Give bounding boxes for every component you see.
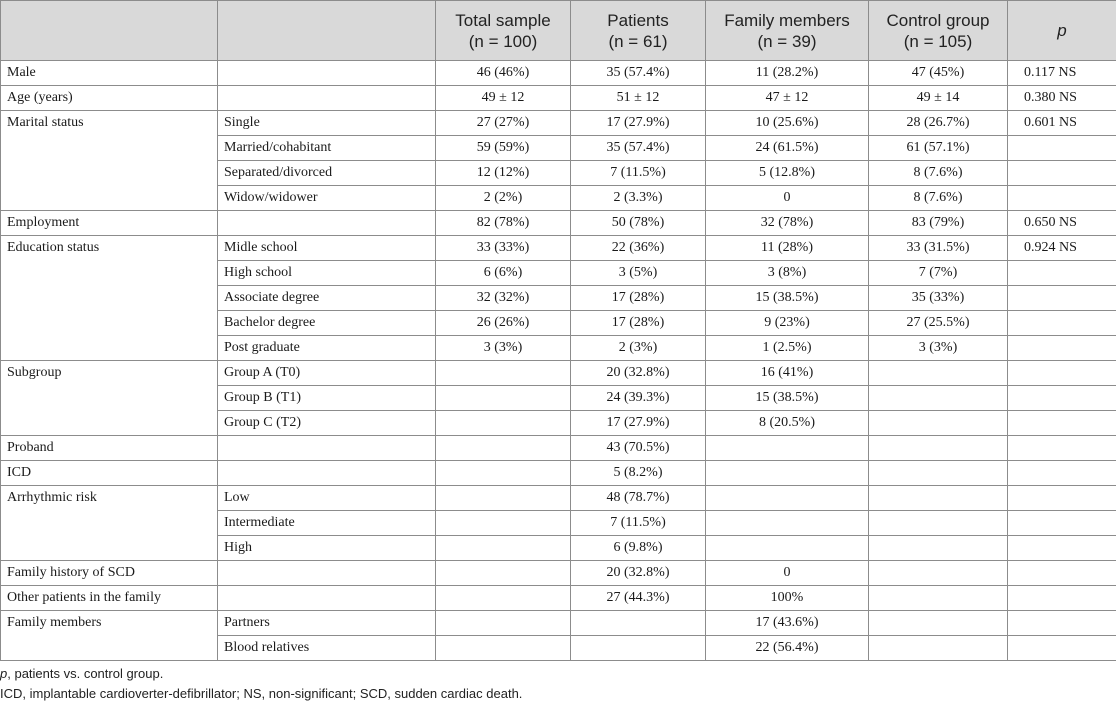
row-label: Age (years) <box>1 86 218 111</box>
header-cell-blank-1 <box>1 1 218 61</box>
row-label: Proband <box>1 436 218 461</box>
row-sublabel: Midle school <box>218 236 436 261</box>
table-row <box>1 211 1116 236</box>
cell-total-sample: 2 (2%) <box>436 186 571 211</box>
row-sublabel <box>218 211 436 236</box>
row-label: Family members <box>1 611 218 661</box>
cell-control-group: 3 (3%) <box>869 336 1008 361</box>
table-row <box>1 111 1116 136</box>
cell-family-members <box>706 461 869 486</box>
cell-total-sample: 12 (12%) <box>436 161 571 186</box>
cell-p-value: 0.650 NS <box>1008 211 1116 236</box>
row-sublabel: High <box>218 536 436 561</box>
row-sublabel: High school <box>218 261 436 286</box>
table-row <box>1 61 1116 86</box>
header-n: (n = 100) <box>468 31 538 51</box>
cell-control-group <box>869 461 1008 486</box>
header-label: p <box>1057 21 1067 40</box>
cell-control-group <box>869 611 1008 636</box>
row-sublabel <box>218 86 436 111</box>
cell-patients: 27 (44.3%) <box>571 586 706 611</box>
cell-patients: 7 (11.5%) <box>571 161 706 186</box>
table-row <box>1 236 1116 261</box>
cell-family-members: 16 (41%) <box>706 361 869 386</box>
cell-total-sample <box>436 436 571 461</box>
cell-patients <box>571 611 706 636</box>
cell-patients: 51 ± 12 <box>571 86 706 111</box>
header-total-sample <box>436 1 571 61</box>
cell-total-sample: 49 ± 12 <box>436 86 571 111</box>
header-n: (n = 105) <box>903 31 973 51</box>
row-sublabel <box>218 561 436 586</box>
cell-p-value <box>1008 261 1116 286</box>
cell-patients: 50 (78%) <box>571 211 706 236</box>
cell-total-sample <box>436 511 571 536</box>
cell-total-sample <box>436 386 571 411</box>
cell-family-members: 11 (28.2%) <box>706 61 869 86</box>
cell-total-sample: 3 (3%) <box>436 336 571 361</box>
cell-patients: 22 (36%) <box>571 236 706 261</box>
table-row <box>1 436 1116 461</box>
cell-family-members: 10 (25.6%) <box>706 111 869 136</box>
row-sublabel <box>218 61 436 86</box>
cell-patients: 5 (8.2%) <box>571 461 706 486</box>
table-row <box>1 461 1116 486</box>
cell-family-members: 47 ± 12 <box>706 86 869 111</box>
cell-control-group <box>869 436 1008 461</box>
row-label: Other patients in the family <box>1 586 218 611</box>
row-sublabel: Bachelor degree <box>218 311 436 336</box>
cell-p-value <box>1008 336 1116 361</box>
cell-total-sample <box>436 636 571 661</box>
cell-family-members: 3 (8%) <box>706 261 869 286</box>
row-sublabel <box>218 436 436 461</box>
row-sublabel <box>218 586 436 611</box>
cell-total-sample <box>436 561 571 586</box>
cell-control-group <box>869 536 1008 561</box>
row-sublabel <box>218 461 436 486</box>
table-footnotes <box>0 664 1116 704</box>
cell-patients: 24 (39.3%) <box>571 386 706 411</box>
cell-p-value <box>1008 461 1116 486</box>
cell-control-group <box>869 636 1008 661</box>
cell-control-group: 49 ± 14 <box>869 86 1008 111</box>
cell-patients: 3 (5%) <box>571 261 706 286</box>
header-control-group <box>869 1 1008 61</box>
cell-control-group: 28 (26.7%) <box>869 111 1008 136</box>
header-label: Control group <box>886 10 990 30</box>
header-p-value <box>1008 1 1116 61</box>
cell-p-value <box>1008 586 1116 611</box>
row-sublabel: Group A (T0) <box>218 361 436 386</box>
cell-p-value <box>1008 311 1116 336</box>
cell-total-sample: 46 (46%) <box>436 61 571 86</box>
cell-control-group <box>869 361 1008 386</box>
row-sublabel: Married/cohabitant <box>218 136 436 161</box>
cell-patients: 35 (57.4%) <box>571 136 706 161</box>
cell-patients <box>571 636 706 661</box>
cell-control-group: 83 (79%) <box>869 211 1008 236</box>
cell-total-sample <box>436 611 571 636</box>
cell-family-members: 11 (28%) <box>706 236 869 261</box>
cell-p-value <box>1008 436 1116 461</box>
cell-p-value <box>1008 511 1116 536</box>
cell-family-members: 24 (61.5%) <box>706 136 869 161</box>
cell-total-sample: 33 (33%) <box>436 236 571 261</box>
row-sublabel: Separated/divorced <box>218 161 436 186</box>
cell-total-sample: 82 (78%) <box>436 211 571 236</box>
row-sublabel: Intermediate <box>218 511 436 536</box>
row-sublabel: Low <box>218 486 436 511</box>
cell-patients: 7 (11.5%) <box>571 511 706 536</box>
cell-patients: 48 (78.7%) <box>571 486 706 511</box>
cell-family-members: 0 <box>706 561 869 586</box>
header-n: (n = 61) <box>608 31 668 51</box>
header-label: Total sample <box>455 10 551 30</box>
row-sublabel: Post graduate <box>218 336 436 361</box>
cell-total-sample: 59 (59%) <box>436 136 571 161</box>
cell-control-group: 7 (7%) <box>869 261 1008 286</box>
cell-total-sample <box>436 586 571 611</box>
cell-family-members <box>706 436 869 461</box>
cell-p-value <box>1008 611 1116 636</box>
header-label: Family members <box>724 10 850 30</box>
cell-control-group: 27 (25.5%) <box>869 311 1008 336</box>
cell-patients: 17 (27.9%) <box>571 111 706 136</box>
header-row <box>1 1 1116 61</box>
row-label: Marital status <box>1 111 218 211</box>
row-label: Male <box>1 61 218 86</box>
header-patients <box>571 1 706 61</box>
cell-p-value: 0.117 NS <box>1008 61 1116 86</box>
cell-control-group: 8 (7.6%) <box>869 186 1008 211</box>
cell-family-members <box>706 536 869 561</box>
cell-family-members: 32 (78%) <box>706 211 869 236</box>
row-sublabel: Group B (T1) <box>218 386 436 411</box>
cell-control-group: 47 (45%) <box>869 61 1008 86</box>
cell-patients: 17 (28%) <box>571 286 706 311</box>
row-sublabel: Associate degree <box>218 286 436 311</box>
footnote-p <box>0 664 1116 684</box>
cell-p-value <box>1008 636 1116 661</box>
cell-control-group: 61 (57.1%) <box>869 136 1008 161</box>
cell-family-members <box>706 511 869 536</box>
footnote-p-symbol: p <box>0 666 8 681</box>
cell-family-members: 15 (38.5%) <box>706 286 869 311</box>
header-cell-blank-2 <box>218 1 436 61</box>
cell-p-value <box>1008 386 1116 411</box>
cell-control-group <box>869 586 1008 611</box>
cell-family-members: 15 (38.5%) <box>706 386 869 411</box>
cell-total-sample <box>436 536 571 561</box>
cell-total-sample <box>436 486 571 511</box>
cell-p-value <box>1008 561 1116 586</box>
cell-patients: 17 (28%) <box>571 311 706 336</box>
cell-control-group <box>869 386 1008 411</box>
cell-control-group: 35 (33%) <box>869 286 1008 311</box>
row-sublabel: Single <box>218 111 436 136</box>
row-label: Arrhythmic risk <box>1 486 218 561</box>
header-label: Patients <box>607 10 669 30</box>
cell-patients: 6 (9.8%) <box>571 536 706 561</box>
cell-control-group <box>869 486 1008 511</box>
cell-family-members: 1 (2.5%) <box>706 336 869 361</box>
table-row <box>1 586 1116 611</box>
cell-p-value <box>1008 286 1116 311</box>
cell-family-members: 8 (20.5%) <box>706 411 869 436</box>
table-body <box>1 61 1116 661</box>
cell-total-sample: 26 (26%) <box>436 311 571 336</box>
footnote-abbreviations: ICD, implantable cardioverter-defibrillator; NS, non-significant; SCD, sudden cardiac death. <box>0 686 523 701</box>
cell-total-sample <box>436 461 571 486</box>
cell-control-group <box>869 511 1008 536</box>
cell-family-members: 5 (12.8%) <box>706 161 869 186</box>
row-sublabel: Blood relatives <box>218 636 436 661</box>
table-row <box>1 86 1116 111</box>
cell-family-members <box>706 486 869 511</box>
cell-p-value: 0.924 NS <box>1008 236 1116 261</box>
table-header <box>1 1 1116 61</box>
cell-p-value <box>1008 161 1116 186</box>
cell-p-value <box>1008 411 1116 436</box>
cell-p-value <box>1008 136 1116 161</box>
row-sublabel: Partners <box>218 611 436 636</box>
header-n: (n = 39) <box>757 31 817 51</box>
cell-family-members: 0 <box>706 186 869 211</box>
cell-total-sample: 6 (6%) <box>436 261 571 286</box>
row-label: Employment <box>1 211 218 236</box>
table-row <box>1 486 1116 511</box>
header-family-members <box>706 1 869 61</box>
cell-patients: 43 (70.5%) <box>571 436 706 461</box>
row-label: Family history of SCD <box>1 561 218 586</box>
cell-control-group <box>869 561 1008 586</box>
footnote-p-text: , patients vs. control group. <box>7 666 164 681</box>
cell-total-sample <box>436 411 571 436</box>
cell-family-members: 22 (56.4%) <box>706 636 869 661</box>
cell-total-sample <box>436 361 571 386</box>
row-label: Subgroup <box>1 361 218 436</box>
cell-patients: 20 (32.8%) <box>571 561 706 586</box>
table-row <box>1 611 1116 636</box>
cell-patients: 20 (32.8%) <box>571 361 706 386</box>
table-row <box>1 361 1116 386</box>
row-label: ICD <box>1 461 218 486</box>
cell-family-members: 9 (23%) <box>706 311 869 336</box>
row-label: Education status <box>1 236 218 361</box>
cell-p-value: 0.380 NS <box>1008 86 1116 111</box>
cell-patients: 35 (57.4%) <box>571 61 706 86</box>
cell-p-value <box>1008 536 1116 561</box>
row-sublabel: Widow/widower <box>218 186 436 211</box>
cell-control-group <box>869 411 1008 436</box>
cell-p-value <box>1008 186 1116 211</box>
cell-patients: 17 (27.9%) <box>571 411 706 436</box>
cell-control-group: 33 (31.5%) <box>869 236 1008 261</box>
cell-control-group: 8 (7.6%) <box>869 161 1008 186</box>
cell-p-value <box>1008 361 1116 386</box>
cell-patients: 2 (3%) <box>571 336 706 361</box>
cell-total-sample: 27 (27%) <box>436 111 571 136</box>
cell-family-members: 100% <box>706 586 869 611</box>
cell-total-sample: 32 (32%) <box>436 286 571 311</box>
row-sublabel: Group C (T2) <box>218 411 436 436</box>
table-row <box>1 561 1116 586</box>
cell-p-value: 0.601 NS <box>1008 111 1116 136</box>
cell-p-value <box>1008 486 1116 511</box>
cell-patients: 2 (3.3%) <box>571 186 706 211</box>
cell-family-members: 17 (43.6%) <box>706 611 869 636</box>
